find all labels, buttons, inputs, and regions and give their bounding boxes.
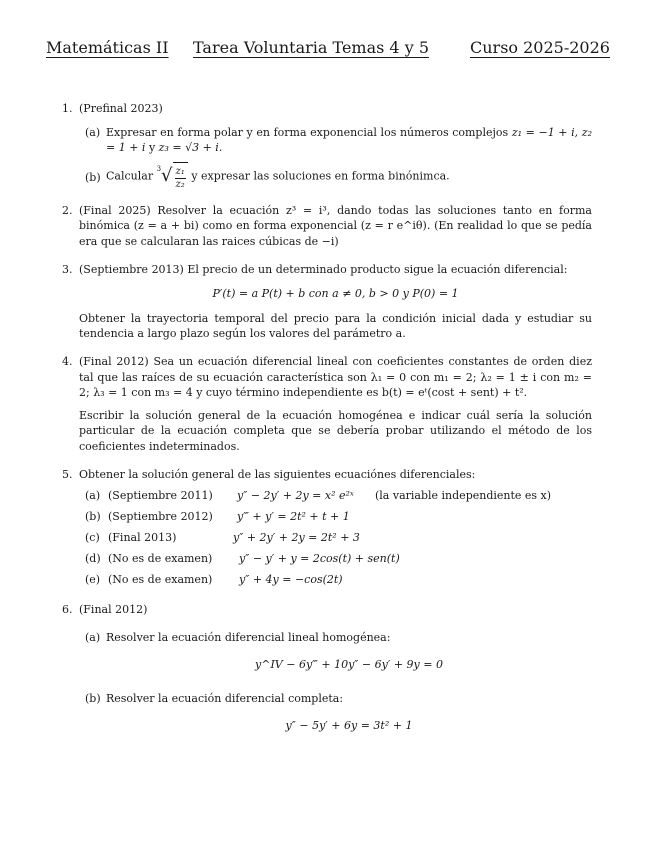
- exercise-6: [62, 602, 592, 734]
- exercise-list: [62, 101, 592, 746]
- exercise-text: Obtener la solución general de las siguientes ecuaciónes diferenciales:: [79, 467, 476, 481]
- complete-equation: y″ − 5y′ + 6y = 3t² + 1: [285, 719, 413, 733]
- exercise-number: 2.: [62, 203, 73, 217]
- equation-item: (c) (Final 2013) y″ + 2y′ + 2y = 2t² + 3: [85, 531, 360, 545]
- exercise-1: [62, 101, 592, 191]
- part-label: (b): [85, 170, 101, 184]
- exercise-number: 5.: [62, 467, 73, 481]
- exercise-number: 1.: [62, 102, 73, 115]
- exercise-number: 6.: [62, 603, 73, 617]
- header-subject: Matemáticas II: [46, 38, 169, 57]
- exercise-text: (Septiembre 2013) El precio de un determinado producto sigue la ecuación diferencial:: [79, 262, 568, 276]
- exercise-number: 4.: [62, 354, 73, 368]
- exercise-text: (Final 2012) Sea un ecuación diferencial lineal con coeficientes constantes de orden diez tal que las raíces de su ecuación característica son λ₁ = 0 con m₁ = 2; λ₂ = 1 ± i con m₂ = 2; λ₃ = 1 con m₃ = 4 y cuyo término independiente es b(t) = eᵗ(cost + sent) + t².: [79, 354, 592, 400]
- part-label: (a): [85, 125, 101, 139]
- z1-expression: z₁ = −1 + i,: [511, 125, 579, 139]
- z2-expression: z₂ = 1 + i: [106, 125, 593, 155]
- homogeneous-equation: y^IV − 6y‴ + 10y″ − 6y′ + 9y = 0: [255, 658, 443, 672]
- exercise-3: [62, 262, 592, 342]
- exercise-followup: Escribir la solución general de la ecuación homogénea e indicar cuál sería la solución particular de la ecuación completa que se debería probar utilizando el método de los coeficientes indeterminados.: [79, 408, 592, 453]
- part-label: (b): [85, 691, 101, 705]
- equation-item: (e) (No es de examen) y″ + 4y = −cos(2t): [85, 573, 343, 587]
- exercise-1-part-b: [79, 162, 592, 191]
- part-text: Expresar en forma polar y en forma exponencial los números complejos z₁ = −1 + i, z₂ = 1 + i y z₃ = √3 + i.: [106, 125, 593, 155]
- exercise-1-part-a: [79, 125, 592, 156]
- exercise-6-part-a: [79, 630, 592, 673]
- exercise-4: [62, 354, 592, 455]
- exercise-title: (Final 2012): [79, 603, 148, 617]
- exercise-title: (Prefinal 2023): [79, 102, 163, 115]
- part-label: (a): [85, 630, 101, 644]
- exercise-followup: Obtener la trayectoria temporal del precio para la condición inicial dada y estudiar su tendencia a largo plazo según los valores del parámetro a.: [79, 311, 592, 341]
- header-title: Tarea Voluntaria Temas 4 y 5: [193, 38, 429, 57]
- equation-item: (d) (No es de examen) y″ − y′ + y = 2cos(t) + sen(t): [85, 552, 400, 566]
- header-course: Curso 2025-2026: [470, 38, 610, 57]
- differential-equation: P′(t) = a P(t) + b con a ≠ 0, b > 0 y P(0) = 1: [212, 287, 459, 301]
- exercise-6-part-b: [79, 691, 592, 734]
- part-text: Resolver la ecuación diferencial lineal homogénea:: [106, 630, 391, 644]
- exercise-5: [62, 467, 592, 594]
- exercise-number: 3.: [62, 262, 73, 276]
- cube-root-expression: 3 √ $\frac{\text{z₁}}{\text{z₂}}$: [157, 162, 188, 191]
- equation-list: [79, 488, 592, 593]
- part-text: Resolver la ecuación diferencial completa:: [106, 691, 344, 705]
- z3-expression: z₃ = √3 + i.: [158, 141, 223, 155]
- equation-item: (a) (Septiembre 2011) y″ − 2y′ + 2y = x² e²ˣ (la variable independiente es x): [85, 489, 552, 503]
- exercise-text: (Final 2025) Resolver la ecuación z³ = i³, dando todas las soluciones tanto en forma binómica (z = a + bi) como en forma exponencial (z = r e^iθ). (En realidad lo que se pedía era que se calcularan las raices cúbicas de −i): [79, 203, 592, 248]
- exercise-2: [62, 203, 592, 250]
- equation-item: (b) (Septiembre 2012) y‴ + y′ = 2t² + t + 1: [85, 510, 350, 524]
- part-text: Calcular 3 √ $\frac{\text{z₁}}{\text{z₂}}$ y expresar las soluciones en forma binónimca.: [106, 162, 592, 191]
